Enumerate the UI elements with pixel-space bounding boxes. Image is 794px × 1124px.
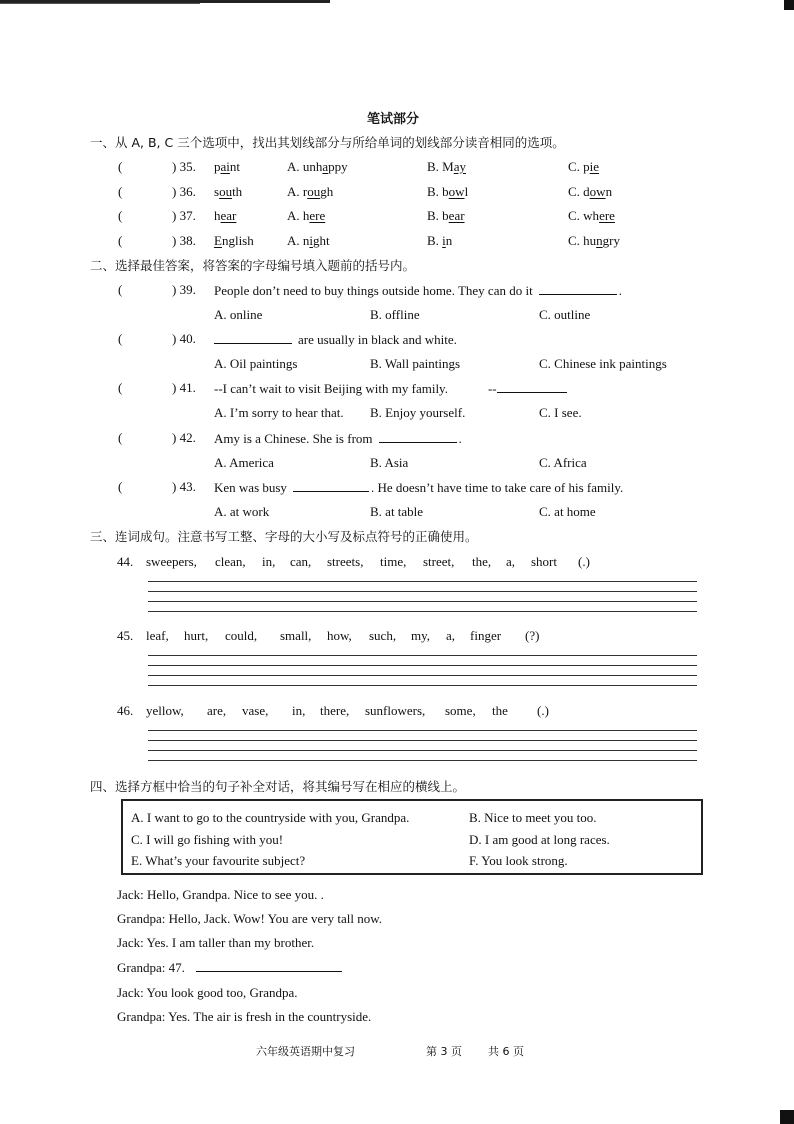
option-b[interactable]: B. Asia <box>370 455 409 470</box>
option-b[interactable]: B. Enjoy yourself. <box>370 405 466 420</box>
scrambled-word: such, <box>369 628 397 643</box>
writing-line[interactable] <box>148 655 697 656</box>
scrambled-word: my, <box>411 628 431 643</box>
scrambled-word: short <box>531 554 557 569</box>
scan-corner-mark <box>784 0 794 10</box>
answer-blank[interactable] <box>293 479 369 492</box>
given-word <box>214 233 254 249</box>
option-text: A. unhappy <box>287 159 348 174</box>
dialogue-line: Jack: You look good too, Grandpa. <box>117 985 298 1000</box>
option-a[interactable]: A. Oil paintings <box>214 356 298 371</box>
scrambled-word: a, <box>446 628 456 643</box>
question-number: ) 37. <box>172 208 196 223</box>
option-text: A. here <box>287 208 326 223</box>
writing-line[interactable] <box>148 750 697 751</box>
option-a[interactable]: A. I’m sorry to hear that. <box>214 405 344 420</box>
option-text: C. where <box>568 208 615 223</box>
option-text: C. pie <box>568 159 600 174</box>
question-number: ) 38. <box>172 233 196 248</box>
option-b[interactable]: B. Wall paintings <box>370 356 461 371</box>
writing-line[interactable] <box>148 591 697 592</box>
scrambled-word: the, <box>472 554 492 569</box>
question-number: ) 42. <box>172 430 196 445</box>
scrambled-word: could, <box>225 628 258 643</box>
answer-paren[interactable]: ( <box>118 331 123 346</box>
scrambled-word: can, <box>290 554 312 569</box>
option-text: B. bowl <box>427 184 469 199</box>
writing-line[interactable] <box>148 581 697 582</box>
end-punctuation: (.) <box>578 554 590 569</box>
scrambled-word: how, <box>327 628 352 643</box>
option-c[interactable] <box>568 159 599 175</box>
stem-text: --I can’t wait to visit Beijing with my family. <box>214 381 448 396</box>
dialogue-line: Jack: Yes. I am taller than my brother. <box>117 935 315 950</box>
writing-line[interactable] <box>148 601 697 602</box>
stem-text: are usually in black and white. <box>298 332 457 347</box>
item-number: 46. <box>117 703 134 718</box>
stem-text: Amy is a Chinese. She is from <box>214 431 373 446</box>
item-number: 45. <box>117 628 134 643</box>
given-word <box>214 159 240 175</box>
writing-line[interactable] <box>148 665 697 666</box>
scrambled-word: in, <box>292 703 306 718</box>
scrambled-word: finger <box>470 628 502 643</box>
stem-text: . <box>458 431 462 446</box>
option-a[interactable] <box>287 159 348 175</box>
dialogue-line: Grandpa: Yes. The air is fresh in the countryside. <box>117 1009 372 1024</box>
scrambled-word: time, <box>380 554 407 569</box>
scrambled-word: sunflowers, <box>365 703 426 718</box>
scrambled-word: street, <box>423 554 455 569</box>
answer-blank[interactable] <box>214 331 292 344</box>
option-e: E. What’s your favourite subject? <box>131 853 306 868</box>
option-text: C. down <box>568 184 613 199</box>
scrambled-word: small, <box>280 628 312 643</box>
scrambled-word: vase, <box>242 703 269 718</box>
question-number: ) 40. <box>172 331 196 346</box>
option-a[interactable] <box>287 208 325 224</box>
scrambled-word: a, <box>506 554 516 569</box>
option-a[interactable] <box>287 233 330 249</box>
answer-paren[interactable]: ( <box>118 233 123 248</box>
option-text: B. May <box>427 159 467 174</box>
answer-paren[interactable]: ( <box>118 282 123 297</box>
dialogue-line: Jack: Hello, Grandpa. Nice to see you. . <box>117 887 324 902</box>
answer-blank[interactable] <box>497 380 567 393</box>
end-punctuation: (.) <box>537 703 549 718</box>
question-number: ) 41. <box>172 380 196 395</box>
option-c[interactable]: C. Africa <box>539 455 587 470</box>
dialogue-text: Grandpa: 47. <box>117 960 185 975</box>
writing-line[interactable] <box>148 675 697 676</box>
scrambled-word: there, <box>320 703 350 718</box>
answer-paren[interactable]: ( <box>118 430 123 445</box>
option-f: F. You look strong. <box>469 853 568 868</box>
end-punctuation: (?) <box>525 628 540 643</box>
option-b[interactable]: B. offline <box>370 307 420 322</box>
option-b[interactable] <box>427 208 465 224</box>
dialogue-line: Grandpa: Hello, Jack. Wow! You are very tall now. <box>117 911 383 926</box>
section4-instruction: 四、选择方框中恰当的句子补全对话，将其编号写在相应的横线上。 <box>90 779 466 794</box>
question-number: ) 35. <box>172 159 196 174</box>
scrambled-word: sweepers, <box>146 554 197 569</box>
scrambled-word: clean, <box>215 554 246 569</box>
option-c: C. I will go fishing with you! <box>131 832 284 847</box>
word-text: paint <box>214 159 241 174</box>
question-stem <box>214 380 567 397</box>
option-a[interactable]: A. online <box>214 307 263 322</box>
option-c[interactable]: C. Chinese ink paintings <box>539 356 667 371</box>
answer-blank-47[interactable] <box>196 959 342 972</box>
answer-paren[interactable]: ( <box>118 159 123 174</box>
answer-paren[interactable]: ( <box>118 479 123 494</box>
option-a[interactable]: A. America <box>214 455 274 470</box>
section1-instruction: 一、从 A, B, C 三个选项中，找出其划线部分与所给单词的划线部分读音相同的选项。 <box>90 135 565 150</box>
given-word <box>214 208 236 224</box>
footer-page: 第 3 页 <box>426 1045 462 1058</box>
option-a[interactable]: A. at work <box>214 504 270 519</box>
scrambled-word: some, <box>445 703 476 718</box>
stem-text: . <box>618 283 622 298</box>
stem-text: . He doesn’t have time to take care of his family. <box>370 480 624 495</box>
dialogue-line-47 <box>117 959 342 976</box>
word-text: hear <box>214 208 237 223</box>
scrambled-word: streets, <box>327 554 364 569</box>
page-title: 笔试部分 <box>367 112 420 127</box>
option-b[interactable] <box>427 233 452 249</box>
option-b[interactable] <box>427 184 468 200</box>
option-c[interactable]: C. I see. <box>539 405 582 420</box>
writing-line[interactable] <box>148 685 697 686</box>
option-text: B. in <box>427 233 453 248</box>
option-text: A. night <box>287 233 330 248</box>
option-d: D. I am good at long races. <box>469 832 610 847</box>
scan-top-edge-thin <box>0 3 200 4</box>
question-number: ) 39. <box>172 282 196 297</box>
answer-paren[interactable]: ( <box>118 208 123 223</box>
option-b: B. Nice to meet you too. <box>469 810 597 825</box>
word-text: English <box>214 233 254 248</box>
writing-line[interactable] <box>148 740 697 741</box>
option-c[interactable] <box>568 184 612 200</box>
option-b[interactable]: B. at table <box>370 504 424 519</box>
question-stem <box>214 282 622 299</box>
scrambled-word: are, <box>207 703 227 718</box>
option-text: B. bear <box>427 208 465 223</box>
word-text: south <box>214 184 243 199</box>
answer-paren[interactable]: ( <box>118 184 123 199</box>
option-text: A. rough <box>287 184 334 199</box>
scrambled-word: leaf, <box>146 628 169 643</box>
question-number: ) 36. <box>172 184 196 199</box>
footer-title: 六年级英语期中复习 <box>256 1045 355 1058</box>
section3-instruction: 三、连词成句。注意书写工整、字母的大小写及标点符号的正确使用。 <box>90 529 478 544</box>
footer-total: 共 6 页 <box>488 1045 524 1058</box>
answer-blank[interactable] <box>379 430 457 443</box>
question-stem <box>214 331 457 348</box>
option-c[interactable]: C. at home <box>539 504 596 519</box>
option-b[interactable] <box>427 159 466 175</box>
item-number: 44. <box>117 554 134 569</box>
scrambled-word: yellow, <box>146 703 184 718</box>
given-word <box>214 184 242 200</box>
scrambled-word: hurt, <box>184 628 209 643</box>
stem-text: People don’t need to buy things outside home. They can do it <box>214 283 533 298</box>
section2-instruction: 二、选择最佳答案，将答案的字母编号填入题前的括号内。 <box>90 258 416 273</box>
option-c[interactable] <box>568 233 620 249</box>
writing-line[interactable] <box>148 730 697 731</box>
option-a[interactable] <box>287 184 333 200</box>
stem-text: -- <box>487 381 497 396</box>
writing-line[interactable] <box>148 760 697 761</box>
question-stem <box>214 430 462 447</box>
scrambled-word: in, <box>262 554 276 569</box>
scan-corner-mark <box>780 1110 794 1124</box>
scrambled-word: the <box>492 703 508 718</box>
writing-line[interactable] <box>148 611 697 612</box>
answer-blank[interactable] <box>539 282 617 295</box>
option-text: C. hungry <box>568 233 621 248</box>
option-c[interactable] <box>568 208 615 224</box>
question-number: ) 43. <box>172 479 196 494</box>
stem-text: Ken was busy <box>214 480 287 495</box>
option-c[interactable]: C. outline <box>539 307 591 322</box>
question-stem <box>214 479 623 496</box>
option-a: A. I want to go to the countryside with you, Grandpa. <box>131 810 410 825</box>
answer-paren[interactable]: ( <box>118 380 123 395</box>
